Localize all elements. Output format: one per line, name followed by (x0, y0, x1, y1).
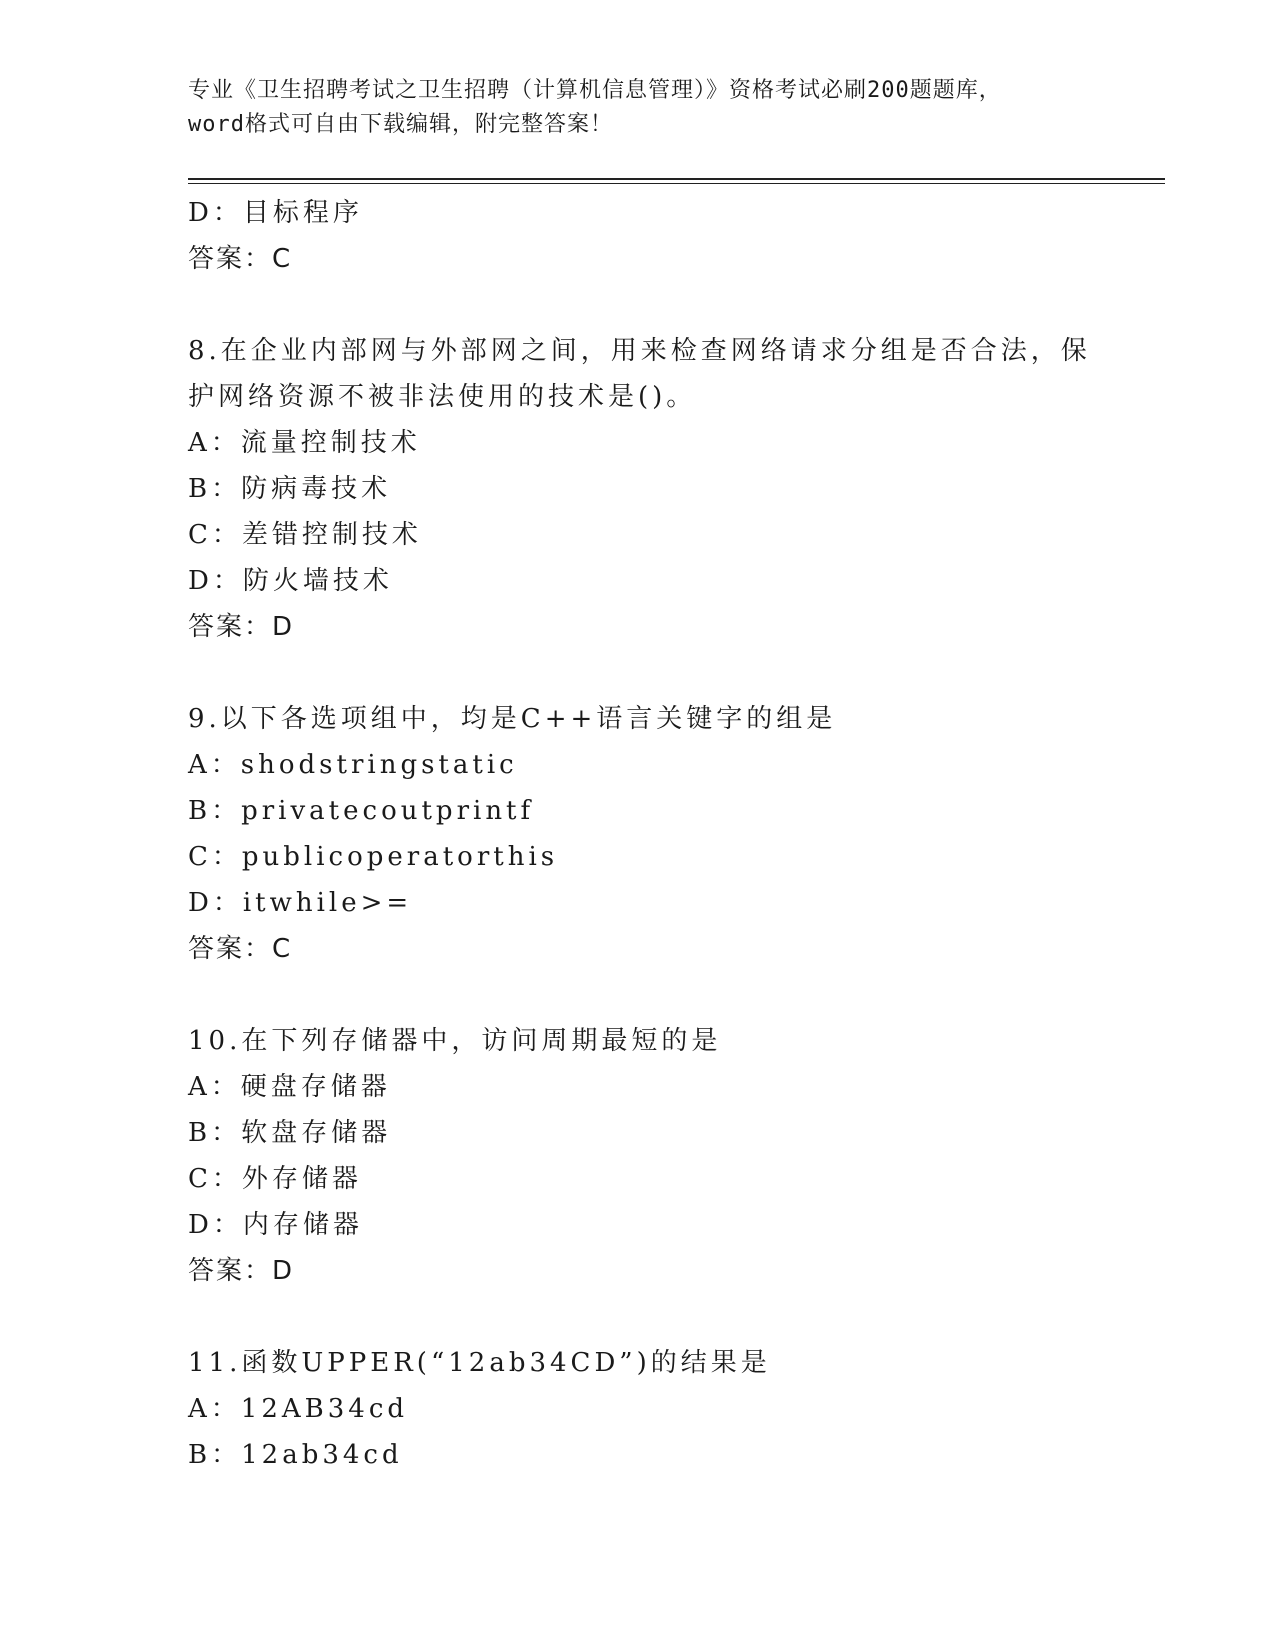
option-d: D：itwhile>= (188, 888, 413, 918)
question-stem: 9.以下各选项组中，均是C++语言关键字的组是 (188, 704, 837, 734)
header-title-line-2: word格式可自由下载编辑，附完整答案！ (188, 112, 613, 137)
document-body (188, 190, 1091, 1478)
answer-label: 答案：C (188, 934, 293, 964)
answer-label: 答案：D (188, 612, 295, 642)
question-11 (188, 1340, 1088, 1478)
option-d: D：内存储器 (188, 1210, 363, 1240)
option-d: D：防火墙技术 (188, 566, 393, 596)
spacer (188, 650, 1088, 696)
question-stem: 11.函数UPPER(“12ab34CD”)的结果是 (188, 1348, 771, 1378)
option-b: B：防病毒技术 (188, 474, 392, 504)
option-b: B：软盘存储器 (188, 1118, 392, 1148)
option-b: B：privatecoutprintf (188, 796, 535, 826)
option-c: C：差错控制技术 (188, 520, 422, 550)
answer-label: 答案：C (188, 244, 293, 274)
question-stem: 8.在企业内部网与外部网之间，用来检查网络请求分组是否合法，保 (188, 336, 1091, 366)
option-a: A：12AB34cd (188, 1394, 409, 1424)
option-c: C：publicoperatorthis (188, 842, 559, 872)
header-title-line-1: 专业《卫生招聘考试之卫生招聘（计算机信息管理）》资格考试必刷200题题库， (188, 78, 1002, 103)
option-a: A：流量控制技术 (188, 428, 421, 458)
question-8 (188, 328, 1091, 650)
question-stem-continued: 护网络资源不被非法使用的技术是()。 (188, 382, 697, 412)
option-b: B：12ab34cd (188, 1440, 403, 1470)
question-stem: 10.在下列存储器中，访问周期最短的是 (188, 1026, 722, 1056)
spacer (188, 282, 1088, 328)
header-divider (188, 178, 1165, 184)
question-9 (188, 696, 1088, 972)
option-a: A：shodstringstatic (188, 750, 518, 780)
spacer (188, 1294, 1088, 1340)
answer-label: 答案：D (188, 1256, 295, 1286)
option-a: A：硬盘存储器 (188, 1072, 391, 1102)
spacer (188, 972, 1088, 1018)
question-10 (188, 1018, 1088, 1294)
option-d: D：目标程序 (188, 198, 363, 228)
option-c: C：外存储器 (188, 1164, 362, 1194)
document-header (188, 74, 1088, 142)
